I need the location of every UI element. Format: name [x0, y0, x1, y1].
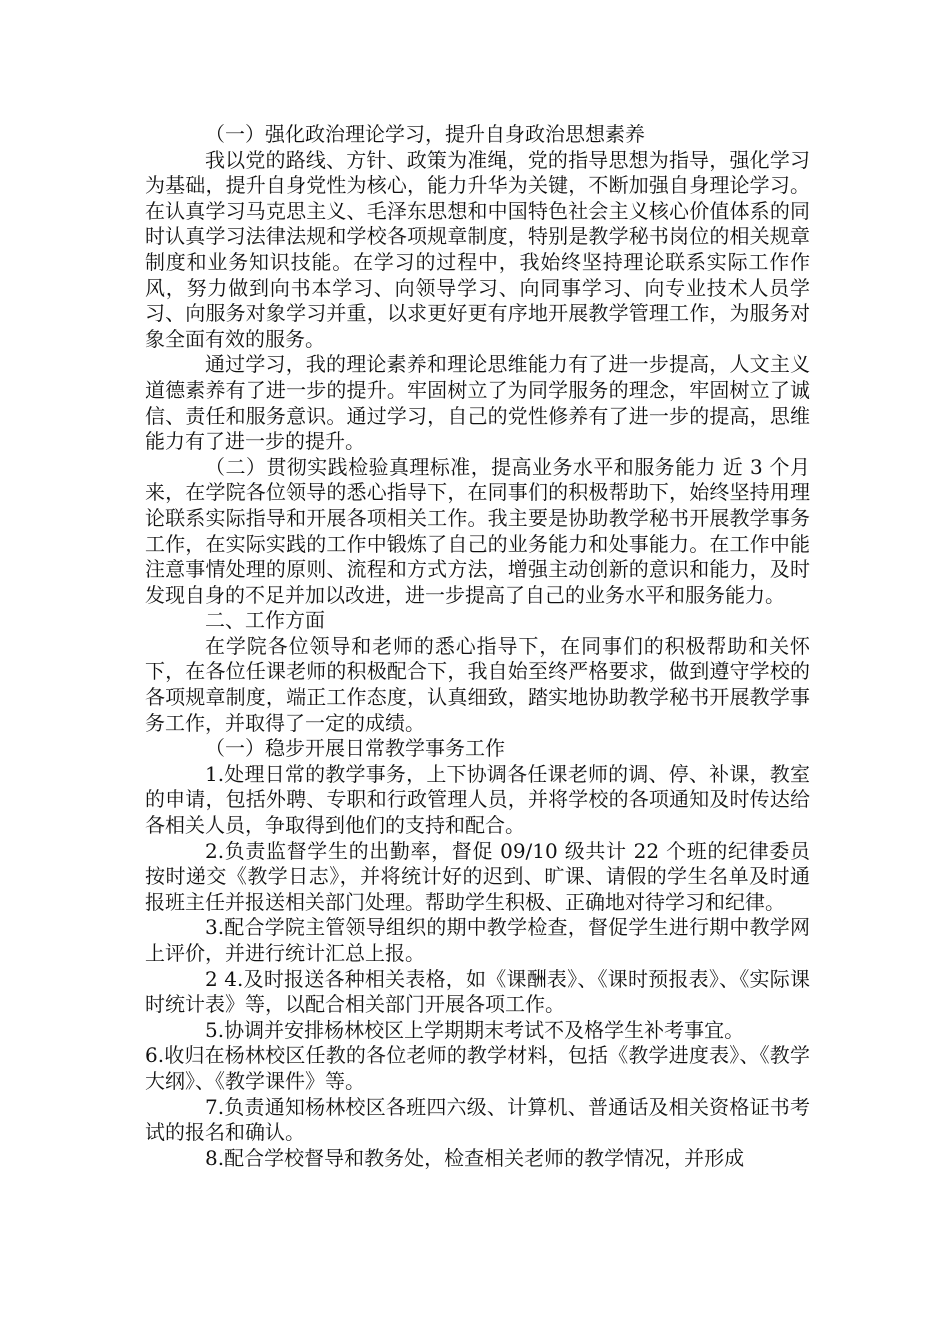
list-item: 1.处理日常的教学事务，上下协调各任课老师的调、停、补课，教室的申请，包括外聘、专职和行政管理人员，并将学校的各项通知及时传达给各相关人员，争取得到他们的支持和配合。 — [145, 761, 810, 838]
document-body — [145, 122, 810, 1171]
list-item: 2.负责监督学生的出勤率，督促 09/10 级共计 22 个班的纪律委员按时递交《教学日志》，并将统计好的迟到、旷课、请假的学生名单及时通报班主任并报送相关部门处理。帮助学生积极、正确地对待学习和纪律。 — [145, 838, 810, 914]
list-item: 6.收归在杨林校区任教的各位老师的教学材料，包括《教学进度表》、《教学大纲》、《教学课件》等。 — [145, 1043, 810, 1093]
paragraph: （二）贯彻实践检验真理标准，提高业务水平和服务能力 近 3 个月来，在学院各位领导的悉心指导下，在同事们的积极帮助下，始终坚持用理论联系实际指导和开展各项相关工作。我主要是协助教学秘书开展教学事务工作，在实际实践的工作中锻炼了自己的业务能力和处事能力。在工作中能注意事情处理的原则、流程和方式方法，增强主动创新的意识和能力，及时发现自身的不足并加以改进，进一步提高了自己的业务水平和服务能力。 — [145, 454, 810, 607]
list-item: 8.配合学校督导和教务处，检查相关老师的教学情况，并形成 — [205, 1145, 745, 1170]
list-item: 5.协调并安排杨林校区上学期期末考试不及格学生补考事宜。 — [205, 1017, 745, 1042]
list-item: 7.负责通知杨林校区各班四六级、计算机、普通话及相关资格证书考试的报名和确认。 — [145, 1094, 810, 1145]
paragraph: 通过学习，我的理论素养和理论思维能力有了进一步提高，人文主义道德素养有了进一步的提升。牢固树立了为同学服务的理念，牢固树立了诚信、责任和服务意识。通过学习，自己的党性修养有了进一步的提高，思维能力有了进一步的提升。 — [145, 352, 810, 454]
section-heading: 二、工作方面 — [205, 608, 325, 633]
list-item: 2 4.及时报送各种相关表格，如《课酬表》、《课时预报表》、《实际课时统计表》等，以配合相关部门开展各项工作。 — [145, 966, 810, 1017]
paragraph: 我以党的路线、方针、政策为准绳，党的指导思想为指导，强化学习为基础，提升自身党性为核心，能力升华为关键，不断加强自身理论学习。在认真学习马克思主义、毛泽东思想和中国特色社会主义核心价值体系的同时认真学习法律法规和学校各项规章制度，特别是教学秘书岗位的相关规章制度和业务知识技能。在学习的过程中，我始终坚持理论联系实际工作作风，努力做到向书本学习、向领导学习、向同事学习、向专业技术人员学习、向服务对象学习并重，以求更好更有序地开展教学管理工作，为服务对象全面有效的服务。 — [145, 147, 810, 351]
paragraph: 在学院各位领导和老师的悉心指导下，在同事们的积极帮助和关怀下，在各位任课老师的积极配合下，我自始至终严格要求，做到遵守学校的各项规章制度，端正工作态度，认真细致，踏实地协助教学秘书开展教学事务工作，并取得了一定的成绩。 — [145, 633, 810, 735]
paragraph-heading-2: （一）稳步开展日常教学事务工作 — [205, 736, 505, 761]
list-item: 3.配合学院主管领导组织的期中教学检查，督促学生进行期中教学网上评价，并进行统计汇总上报。 — [145, 915, 810, 965]
paragraph-heading-1: （一）强化政治理论学习，提升自身政治思想素养 — [205, 122, 645, 146]
